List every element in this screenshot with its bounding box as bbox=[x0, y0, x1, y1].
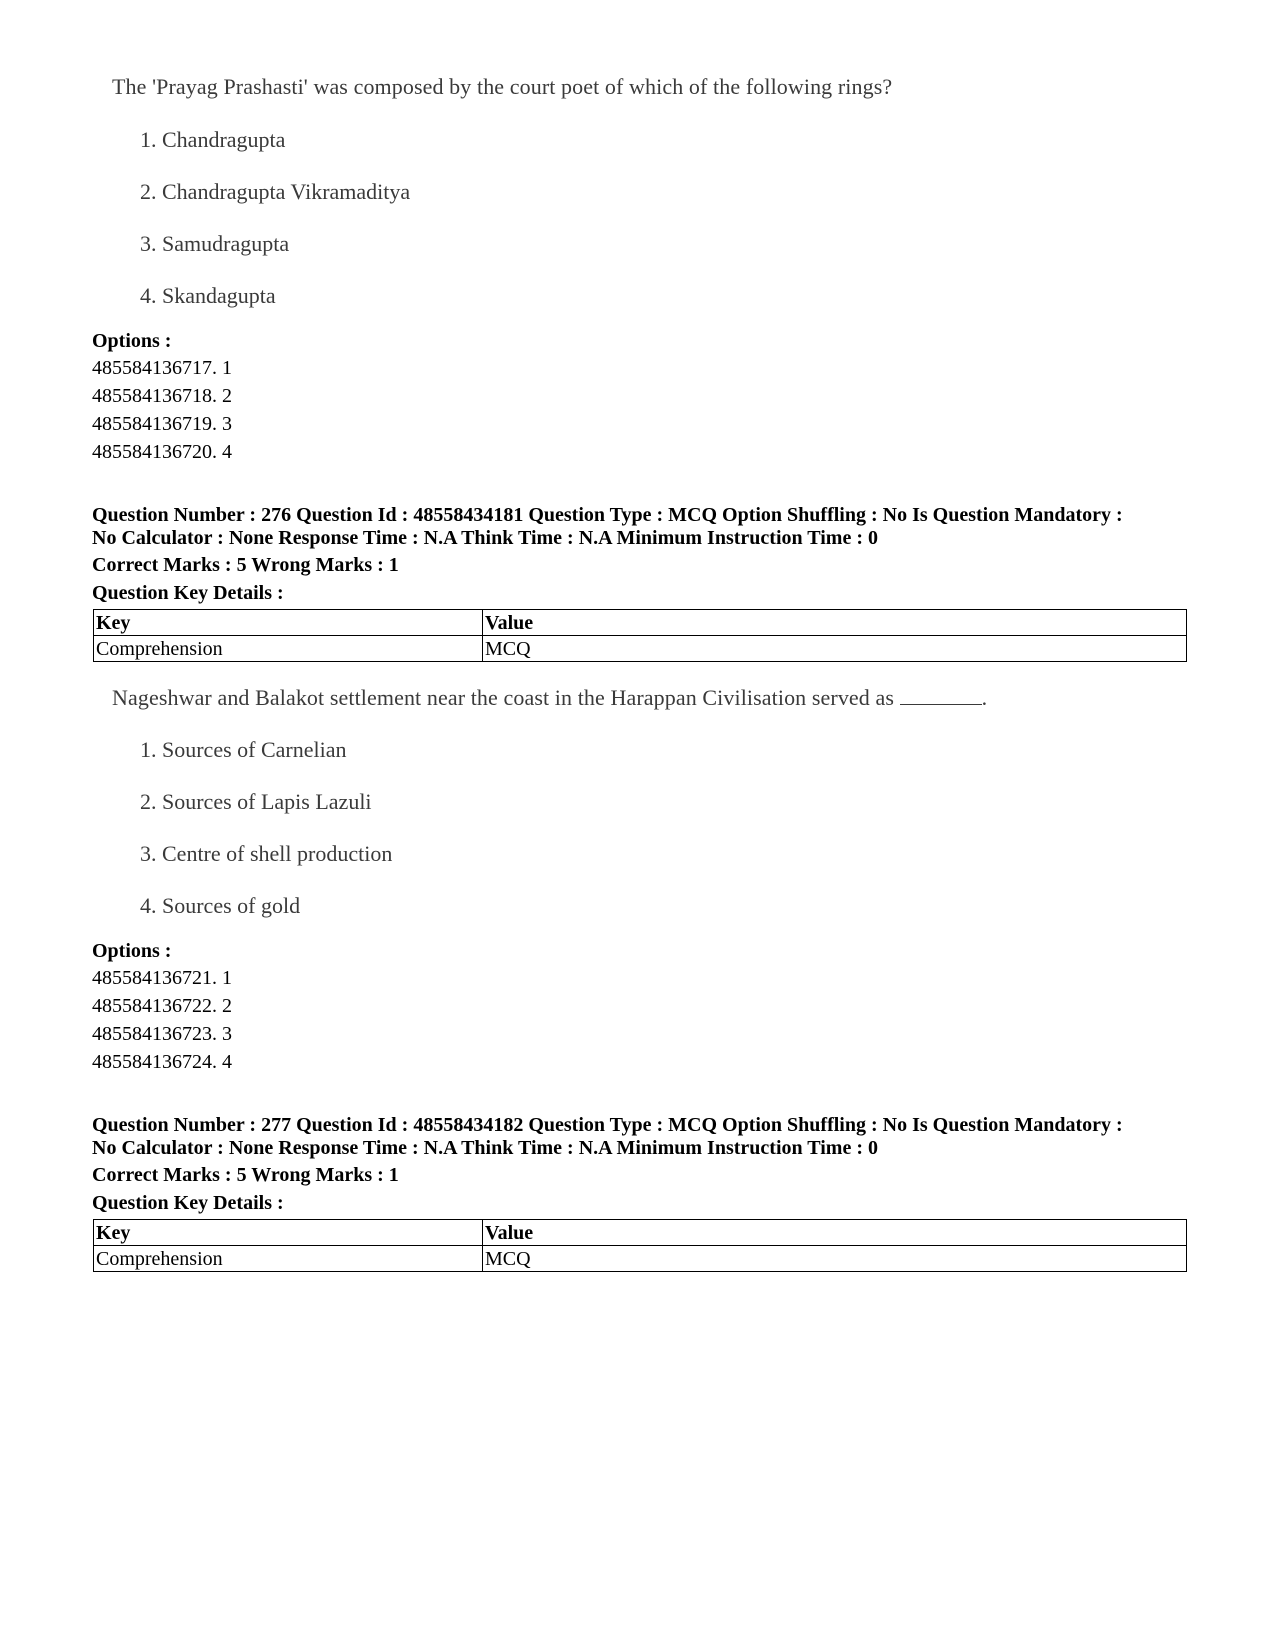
question-choice: 2. Sources of Lapis Lazuli bbox=[140, 789, 372, 814]
question-choice: 2. Chandragupta Vikramaditya bbox=[140, 179, 411, 204]
table-header-row bbox=[94, 1220, 1187, 1246]
table-header-row bbox=[94, 610, 1187, 636]
question-meta-line: No Calculator : None Response Time : N.A Think Time : N.A Minimum Instruction Time : 0 bbox=[92, 527, 878, 549]
key-details-label: Question Key Details : bbox=[92, 582, 284, 604]
question-meta-line: No Calculator : None Response Time : N.A Think Time : N.A Minimum Instruction Time : 0 bbox=[92, 1137, 878, 1159]
marks-line: Correct Marks : 5 Wrong Marks : 1 bbox=[92, 554, 399, 576]
question-choice: 1. Chandragupta bbox=[140, 127, 286, 152]
question-choice: 3. Centre of shell production bbox=[140, 841, 393, 866]
option-item: 485584136721. 1 bbox=[92, 967, 232, 989]
key-details-table bbox=[93, 1219, 1187, 1272]
table-cell-value: MCQ bbox=[483, 1246, 1187, 1272]
options-label: Options : bbox=[92, 940, 172, 962]
question-choice: 3. Samudragupta bbox=[140, 231, 290, 256]
key-details-table bbox=[93, 609, 1187, 662]
table-cell-value: MCQ bbox=[483, 636, 1187, 662]
table-header-value: Value bbox=[483, 1220, 1187, 1246]
option-item: 485584136720. 4 bbox=[92, 441, 232, 463]
option-item: 485584136717. 1 bbox=[92, 357, 232, 379]
option-item: 485584136719. 3 bbox=[92, 413, 232, 435]
question-text bbox=[112, 685, 987, 711]
option-item: 485584136723. 3 bbox=[92, 1023, 232, 1045]
key-details-label: Question Key Details : bbox=[92, 1192, 284, 1214]
table-cell-key: Comprehension bbox=[94, 636, 483, 662]
question-meta-line: Question Number : 276 Question Id : 48558434181 Question Type : MCQ Option Shuffling : No Is Question Mandatory : bbox=[92, 504, 1123, 526]
option-item: 485584136724. 4 bbox=[92, 1051, 232, 1073]
table-header-key: Key bbox=[94, 610, 483, 636]
table-header-key: Key bbox=[94, 1220, 483, 1246]
question-choice: 4. Sources of gold bbox=[140, 893, 301, 918]
question-text-body: Nageshwar and Balakot settlement near the coast in the Harappan Civilisation served as bbox=[112, 685, 895, 710]
question-meta-line: Question Number : 277 Question Id : 48558434182 Question Type : MCQ Option Shuffling : No Is Question Mandatory : bbox=[92, 1114, 1123, 1136]
table-cell-key: Comprehension bbox=[94, 1246, 483, 1272]
option-item: 485584136718. 2 bbox=[92, 385, 232, 407]
table-row bbox=[94, 1246, 1187, 1272]
answer-blank bbox=[900, 686, 982, 705]
question-choice: 4. Skandagupta bbox=[140, 283, 276, 308]
question-text: The 'Prayag Prashasti' was composed by the court poet of which of the following rings? bbox=[112, 74, 893, 99]
marks-line: Correct Marks : 5 Wrong Marks : 1 bbox=[92, 1164, 399, 1186]
table-row bbox=[94, 636, 1187, 662]
options-label: Options : bbox=[92, 330, 172, 352]
table-header-value: Value bbox=[483, 610, 1187, 636]
option-item: 485584136722. 2 bbox=[92, 995, 232, 1017]
question-choice: 1. Sources of Carnelian bbox=[140, 737, 347, 762]
question-text-end: . bbox=[981, 685, 988, 710]
